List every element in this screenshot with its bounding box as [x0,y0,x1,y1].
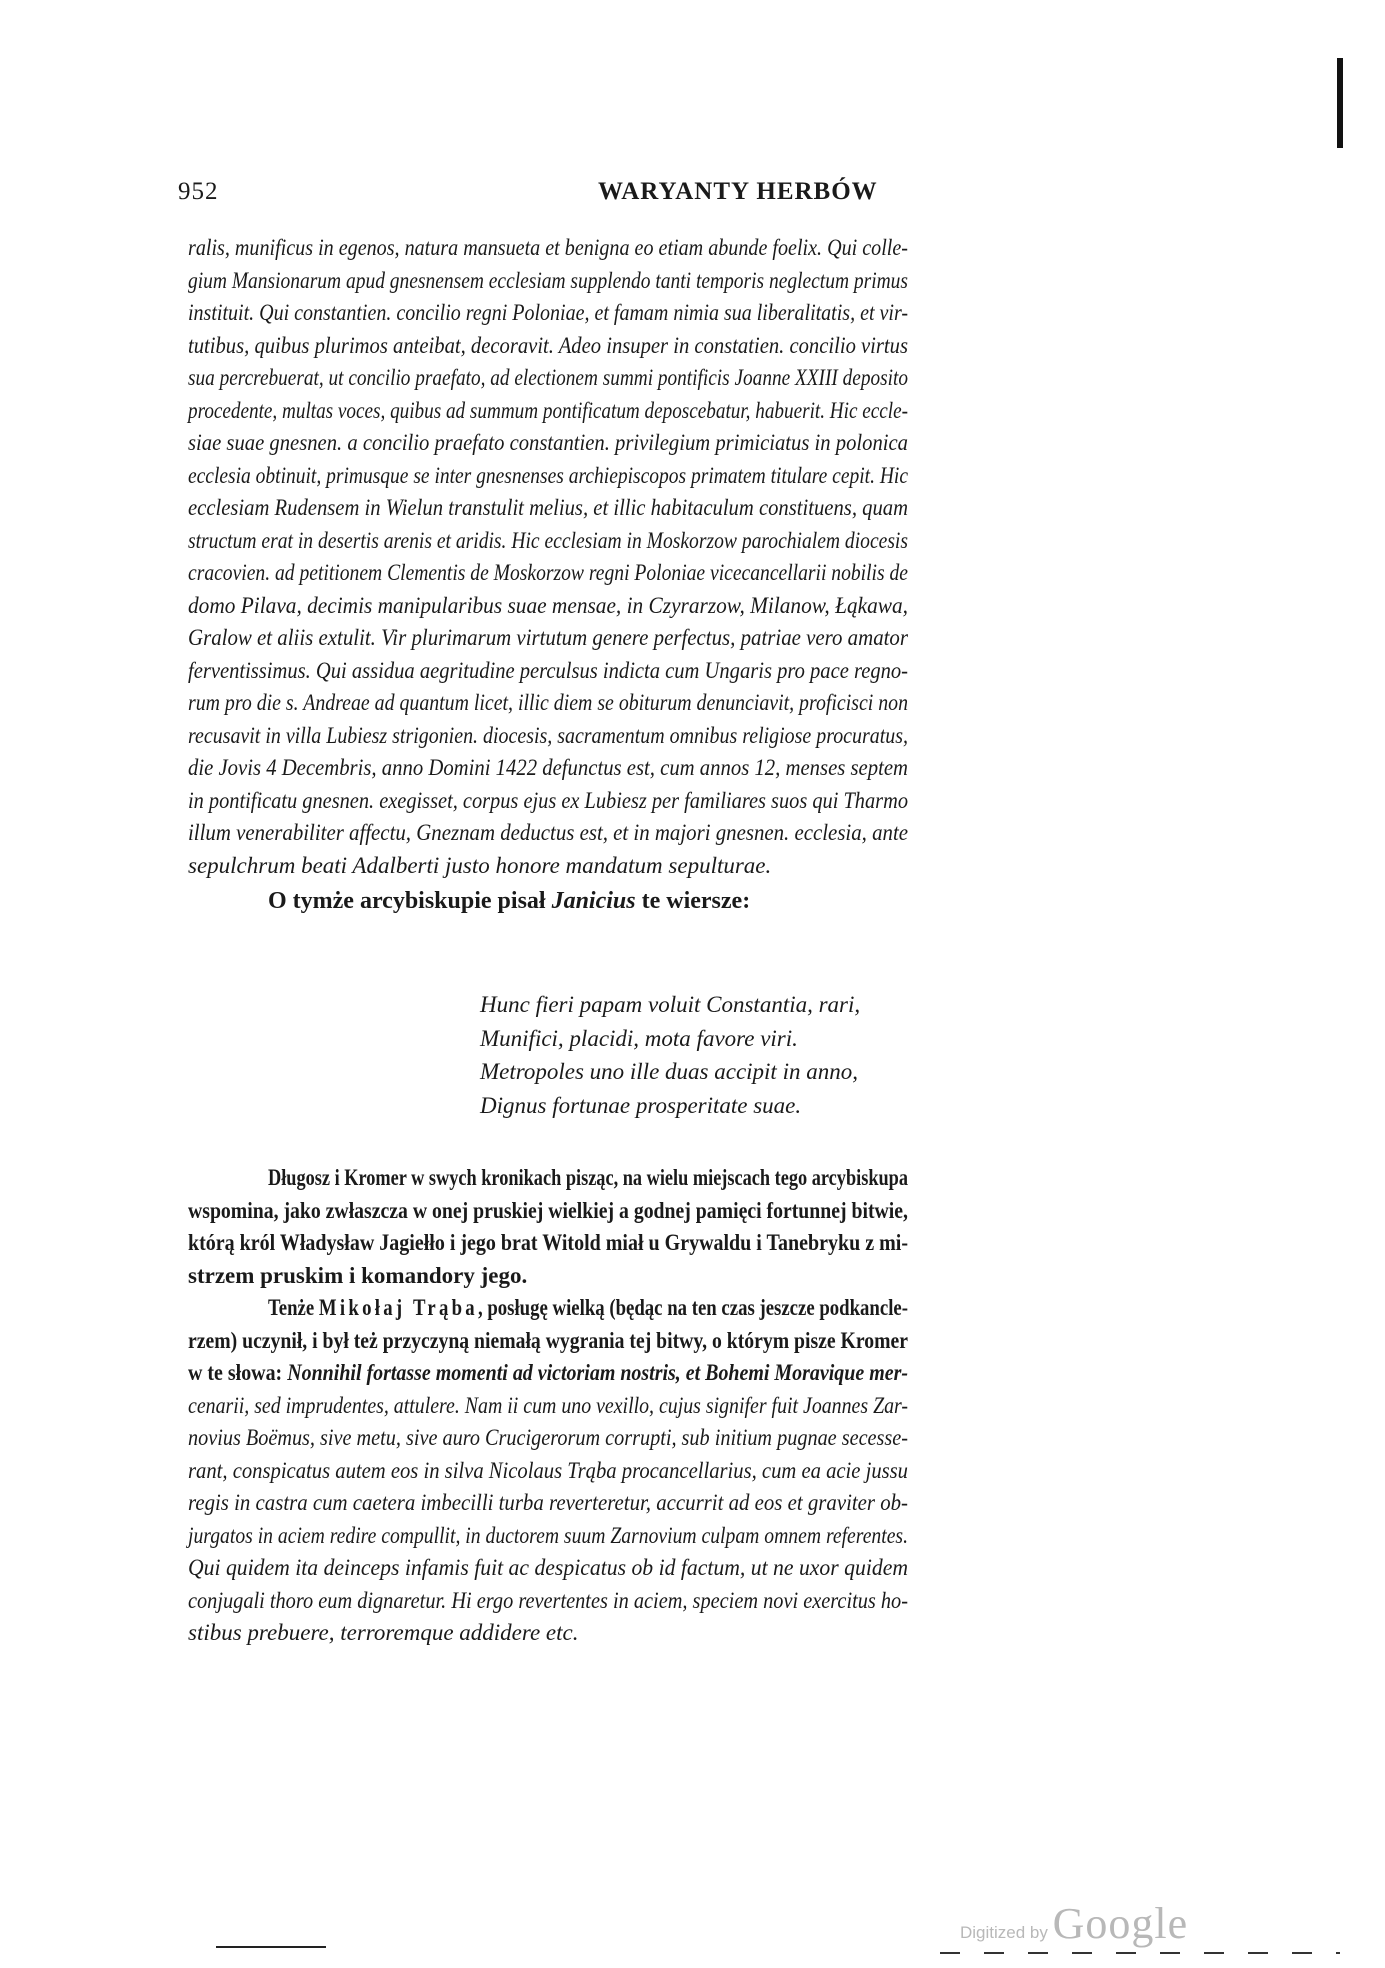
google-logo: Google [1052,1899,1189,1948]
text-line: conjugali thoro eum dignaretur. Hi ergo revertentes in aciem, speciem novi exercitus ho- [188,1587,908,1613]
text-line: rzem) uczynił, i był też przyczyną niemałą wygrania tej bitwy, o którym pisze Kromer [188,1327,908,1353]
text-line: ralis, munificus in egenos, natura mansueta et benigna eo etiam abunde foelix. Qui colle- [188,235,908,260]
text-line: ecclesia obtinuit, primusque se inter gnesnenses archiepiscopos primatem titulare cepit. Hic [188,462,908,488]
page-header [178,178,908,214]
text-line: którą król Władysław Jagiełło i jego brat Witold miał u Grywaldu i Tanebryku z mi- [188,1230,908,1255]
text-line: instituit. Qui constantien. concilio regni Poloniae, et famam nimia sua liberalitatis, et vir- [188,300,908,325]
text-fragment: , posługę wielką (będąc na ten czas jeszcze podkancle- [477,1295,908,1320]
poem-author-name: Janicius [551,888,636,914]
polish-section [188,1162,908,1650]
scan-edge-mark [1337,58,1343,148]
text-line: die Jovis 4 Decembris, anno Domini 1422 defunctus est, cum annos 12, menses septem [188,755,908,780]
text-line: Gralow et aliis extulit. Vir plurimarum virtutum genere perfectus, patriae vero amator [188,625,908,650]
text-line: sepulchrum beati Adalberti justo honore mandatum sepulturae. [188,852,772,878]
text-line: jurgatos in aciem redire compullit, in ductorem suum Zarnovium culpam omnem referentes. [188,1522,908,1548]
text-line: recusavit in villa Lubiesz strigonien. diocesis, sacramentum omnibus religiose procuratus, [188,722,908,748]
text-fragment: Tenże [268,1295,319,1320]
text-line: Qui quidem ita deinceps infamis fuit ac despicatus ob id factum, ut ne uxor quidem [188,1555,908,1580]
poem-intro-after: te wiersze: [635,888,751,914]
poem-line: Munifici, placidi, mota favore viri. [480,1025,798,1051]
text-line: procedente, multas voces, quibus ad summum pontificatum deposcebatur, habuerit. Hic eccle- [188,397,908,423]
page-number: 952 [178,178,219,205]
running-title: WARYANTY HERBÓW [598,178,878,205]
text-line [188,1357,908,1390]
text-line: sua percrebuerat, ut concilio praefato, ad electionem summi pontificis Joanne XXIII deposito [188,365,908,390]
text-line: domo Pilava, decimis manipularibus suae mensae, in Czyrarzow, Milanow, Łąkawa, [188,592,908,618]
poem [480,988,940,1122]
text-line: cracovien. ad petitionem Clementis de Moskorzow regni Poloniae vicecancellarii nobilis de [188,560,908,585]
digitized-watermark [960,1898,1189,1948]
poem-line: Metropoles uno ille duas accipit in anno, [480,1059,858,1084]
poem-line: Hunc fieri papam voluit Constantia, rari, [480,992,861,1017]
latin-quote-start: Nonnihil fortasse momenti ad victoriam nostris, et Bohemi Moravique mer- [287,1360,908,1385]
bottom-rule [216,1946,326,1948]
poem-intro-before: O tymże arcybiskupie pisał [268,888,552,914]
text-line: novius Boëmus, sive metu, sive auro Crucigerorum corrupti, sub initium pugnae secesse- [188,1425,908,1450]
text-line: strzem pruskim i komandory jego. [188,1262,528,1288]
text-line [188,1292,908,1325]
latin-paragraph [188,232,908,918]
text-line: in pontificatu gnesnen. exegisset, corpus ejus ex Lubiesz per familiares suos qui Tharmo [188,787,908,813]
text-line: stibus prebuere, terroremque addidere etc. [188,1620,579,1645]
poem-line: Dignus fortunae prosperitate suae. [480,1092,802,1118]
person-name: Mikołaj Trąba [318,1295,478,1320]
text-line: rum pro die s. Andreae ad quantum licet, illic diem se obiturum denunciavit, proficisci non [188,690,908,715]
text-line: gium Mansionarum apud gnesnensem ecclesiam supplendo tanti temporis neglectum primus [188,267,908,293]
watermark-prefix: Digitized by [960,1923,1053,1942]
text-line: rant, conspicatus autem eos in silva Nicolaus Trąba procancellarius, cum ea acie jussu [188,1457,908,1483]
text-line: ferventissimus. Qui assidua aegritudine perculsus indicta cum Ungaris pro pace regno- [188,657,908,683]
text-line: structum erat in desertis arenis et aridis. Hic ecclesiam in Moskorzow parochialem diocesis [188,527,908,553]
text-line: tutibus, quibus plurimos anteibat, decoravit. Adeo insuper in constatien. concilio virtus [188,332,908,358]
text-line: illum venerabiliter affectu, Gneznam deductus est, et in majori gnesnen. ecclesia, ante [188,820,908,845]
text-line: cenarii, sed imprudentes, attulere. Nam ii cum uno vexillo, cujus signifer fuit Joannes Zar- [188,1392,908,1418]
text-line: regis in castra cum caetera imbecilli turba reverteretur, accurrit ad eos et graviter ob- [188,1490,908,1515]
poem-intro [188,884,908,918]
bottom-dashed-rule [940,1952,1340,1954]
text-line: Długosz i Kromer w swych kronikach pisząc, na wielu miejscach tego arcybiskupa [268,1165,908,1190]
text-line: ecclesiam Rudensem in Wielun transtulit melius, et illic habitaculum constituens, quam [188,495,908,520]
text-line: wspomina, jako zwłaszcza w onej pruskiej wielkiej a godnej pamięci fortunnej bitwie, [188,1197,908,1223]
text-line: siae suae gnesnen. a concilio praefato constantien. privilegium primiciatus in polonica [188,430,908,455]
text-fragment: w te słowa: [188,1360,288,1385]
